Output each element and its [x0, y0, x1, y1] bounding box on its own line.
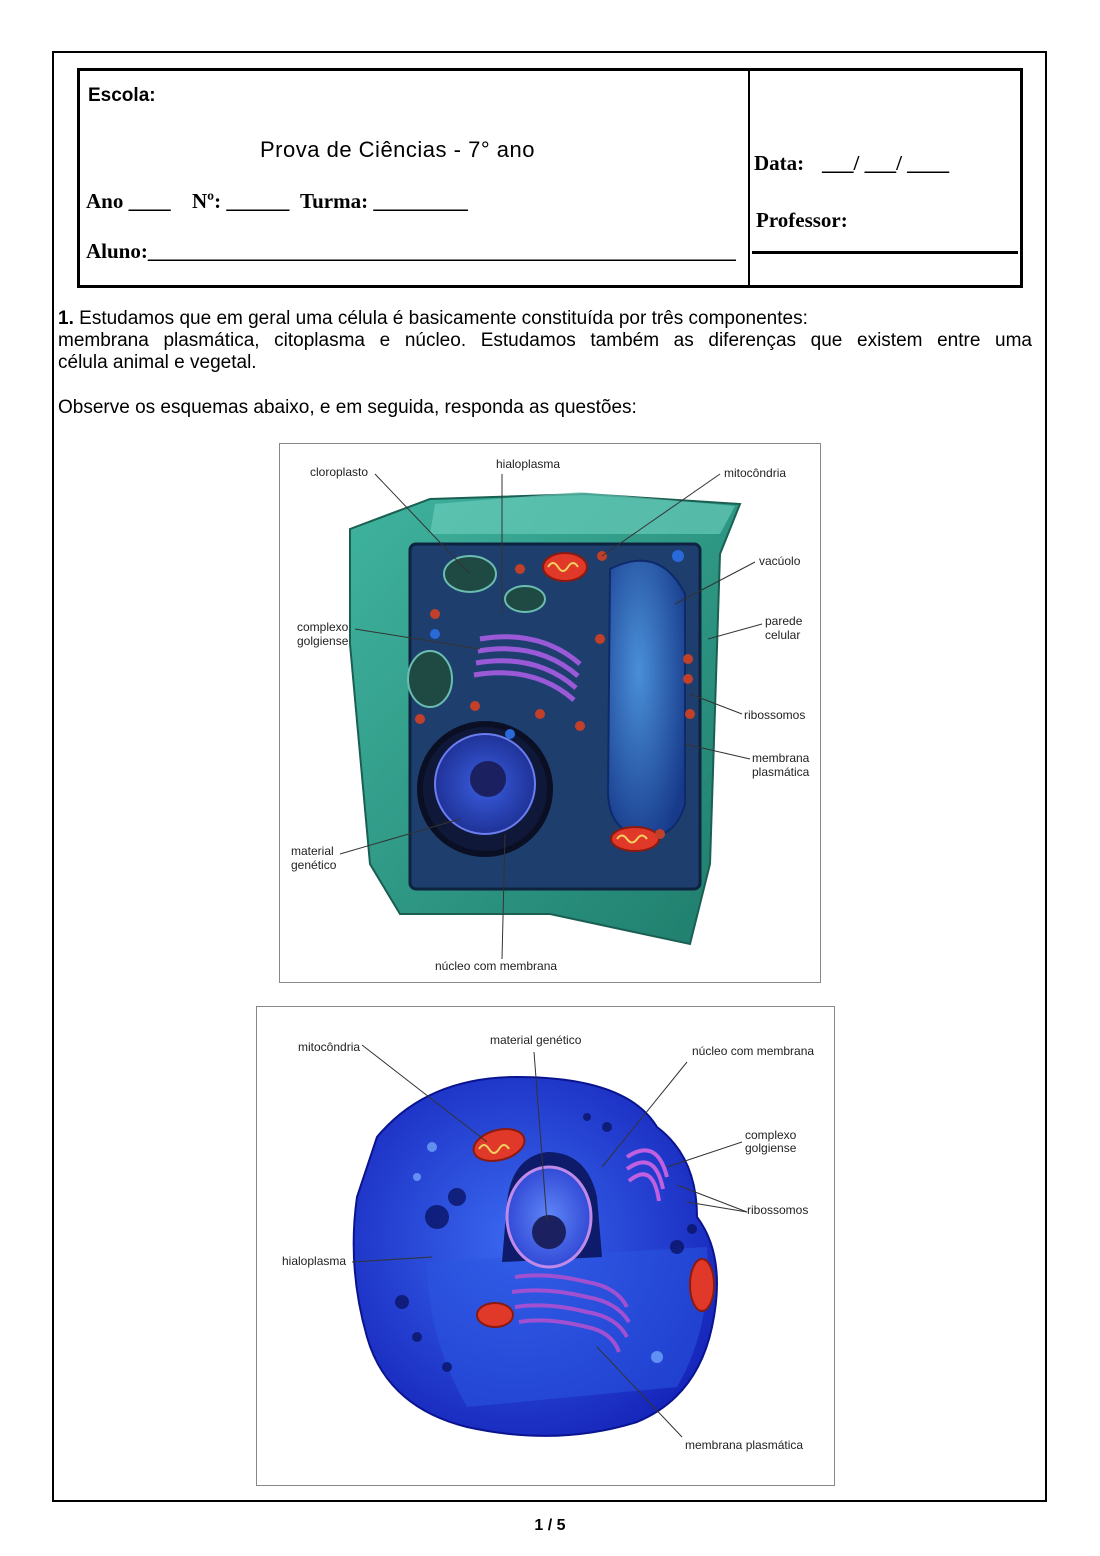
label-membrana-1: membrana: [752, 751, 810, 765]
label-a-hialoplasma: hialoplasma: [282, 1254, 347, 1268]
label-material-2: genético: [291, 858, 337, 872]
label-a-complexo-2: golgiense: [745, 1141, 797, 1155]
label-a-nucleo: núcleo com membrana: [692, 1044, 815, 1058]
animal-cell-illustration: [257, 1007, 834, 1485]
professor-line: [752, 251, 1018, 254]
label-a-material: material genético: [490, 1033, 582, 1047]
label-vacuolo: vacúolo: [759, 554, 801, 568]
label-cloroplasto: cloroplasto: [310, 465, 369, 479]
escola-label: Escola:: [88, 85, 156, 106]
label-parede-1: parede: [765, 614, 803, 628]
label-a-membrana: membrana plasmática: [685, 1438, 804, 1452]
label-a-ribossomos: ribossomos: [747, 1203, 809, 1217]
exam-title: Prova de Ciências - 7° ano: [260, 137, 535, 162]
exam-header: [77, 68, 1023, 288]
label-hialoplasma: hialoplasma: [496, 457, 561, 471]
plant-cell-figure: [279, 443, 821, 983]
header-right-cell: [750, 71, 1020, 285]
label-membrana-2: plasmática: [752, 765, 810, 779]
label-complexo-1: complexo: [297, 620, 349, 634]
question-1-text-1: Estudamos que em geral uma célula é basicamente constituída por três componentes:: [79, 308, 808, 329]
label-parede-2: celular: [765, 628, 801, 642]
plant-cell-illustration: [280, 444, 820, 982]
label-material-1: material: [291, 844, 334, 858]
header-left-cell: [80, 71, 750, 285]
page-number: 1 / 5: [534, 1517, 566, 1534]
label-a-complexo-1: complexo: [745, 1128, 797, 1142]
label-nucleo: núcleo com membrana: [435, 959, 558, 973]
question-1-line-1: [58, 308, 1032, 330]
label-ribossomos: ribossomos: [744, 708, 806, 722]
question-number: 1.: [58, 308, 74, 329]
animal-cell-figure: [256, 1006, 835, 1486]
label-mitocondria: mitocôndria: [724, 466, 787, 480]
question-1-line-3: célula animal e vegetal.: [58, 352, 257, 373]
question-1-line-2: membrana plasmática, citoplasma e núcleo. Estudamos também as diferenças que existem entre uma: [58, 330, 1032, 351]
data-label: Data:: [754, 151, 805, 175]
ano-field[interactable]: Ano ____: [86, 189, 171, 213]
turma-field[interactable]: Turma: _________: [300, 189, 468, 213]
data-field[interactable]: ___/ ___/ ____: [822, 151, 950, 175]
aluno-field[interactable]: Aluno:________________________________________________________: [86, 239, 736, 263]
numero-field[interactable]: Nº: ______: [192, 189, 290, 213]
professor-label: Professor:: [756, 208, 848, 232]
label-complexo-2: golgiense: [297, 634, 349, 648]
label-a-mitocondria: mitocôndria: [298, 1040, 361, 1054]
question-1-instruction: Observe os esquemas abaixo, e em seguida, responda as questões:: [58, 397, 637, 418]
